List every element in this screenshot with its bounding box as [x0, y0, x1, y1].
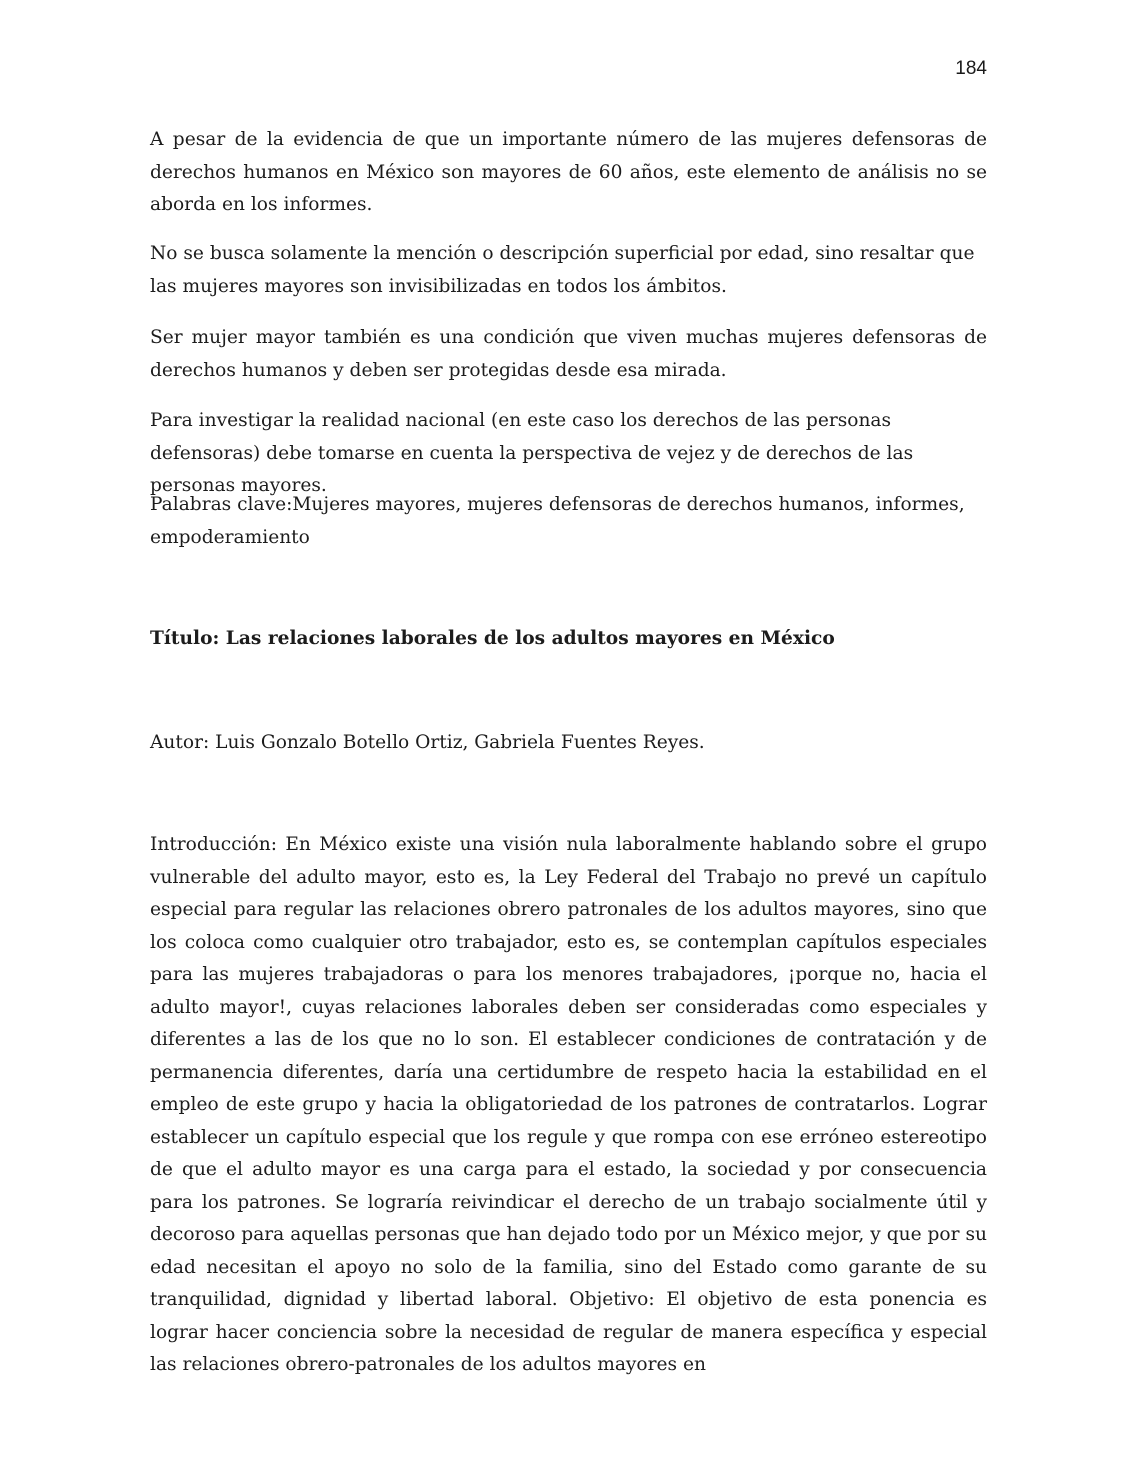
article-title: Título: Las relaciones laborales de los adultos mayores en México: [150, 628, 835, 649]
paragraph-evidence: A pesar de la evidencia de que un importante número de las mujeres defensoras de derechos humanos en México son mayores de 60 años, este elemento de análisis no se aborda en los informes.: [150, 129, 987, 215]
keywords: Palabras clave:Mujeres mayores, mujeres defensoras de derechos humanos, informes, empoderamiento: [150, 494, 965, 548]
article-author: Autor: Luis Gonzalo Botello Ortiz, Gabriela Fuentes Reyes.: [150, 732, 705, 753]
paragraph-visibility: No se busca solamente la mención o descripción superficial por edad, sino resaltar que las mujeres mayores son invisibilizadas en todos los ámbitos.: [150, 243, 975, 297]
article-introduction: Introducción: En México existe una visión nula laboralmente hablando sobre el grupo vulnerable del adulto mayor, esto es, la Ley Federal del Trabajo no prevé un capítulo especial para regular las relaciones obrero patronales de los adultos mayores, sino que los coloca como cualquier otro trabajador, esto es, se contemplan capítulos especiales para las mujeres trabajadoras o para los menores trabajadores, ¡porque no, hacia el adulto mayor!, cuyas relaciones laborales deben ser consideradas como especiales y diferentes a las de los que no lo son. El establecer condiciones de contratación y de permanencia diferentes, daría una certidumbre de respeto hacia la estabilidad en el empleo de este grupo y hacia la obligatoriedad de los patrones de contratarlos. Lograr establecer un capítulo especial que los regule y que rompa con ese erróneo estereotipo de que el adulto mayor es una carga para el estado, la sociedad y por consecuencia para los patrones. Se lograría reivindicar el derecho de un trabajo socialmente útil y decoroso para aquellas personas que han dejado todo por un México mejor, y que por su edad necesitan el apoyo no solo de la familia, sino del Estado como garante de su tranquilidad, dignidad y libertad laboral. Objetivo: El objetivo de esta ponencia es lograr hacer conciencia sobre la necesidad de regular de manera específica y especial las relaciones obrero-patronales de los adultos mayores en: [150, 834, 987, 1375]
page-number: 184: [955, 58, 987, 79]
paragraph-condition: Ser mujer mayor también es una condición que viven muchas mujeres defensoras de derechos humanos y deben ser protegidas desde esa mirada.: [150, 327, 987, 381]
paragraph-perspective: Para investigar la realidad nacional (en este caso los derechos de las personas defensoras) debe tomarse en cuenta la perspectiva de vejez y de derechos de las personas mayores.: [150, 410, 914, 496]
